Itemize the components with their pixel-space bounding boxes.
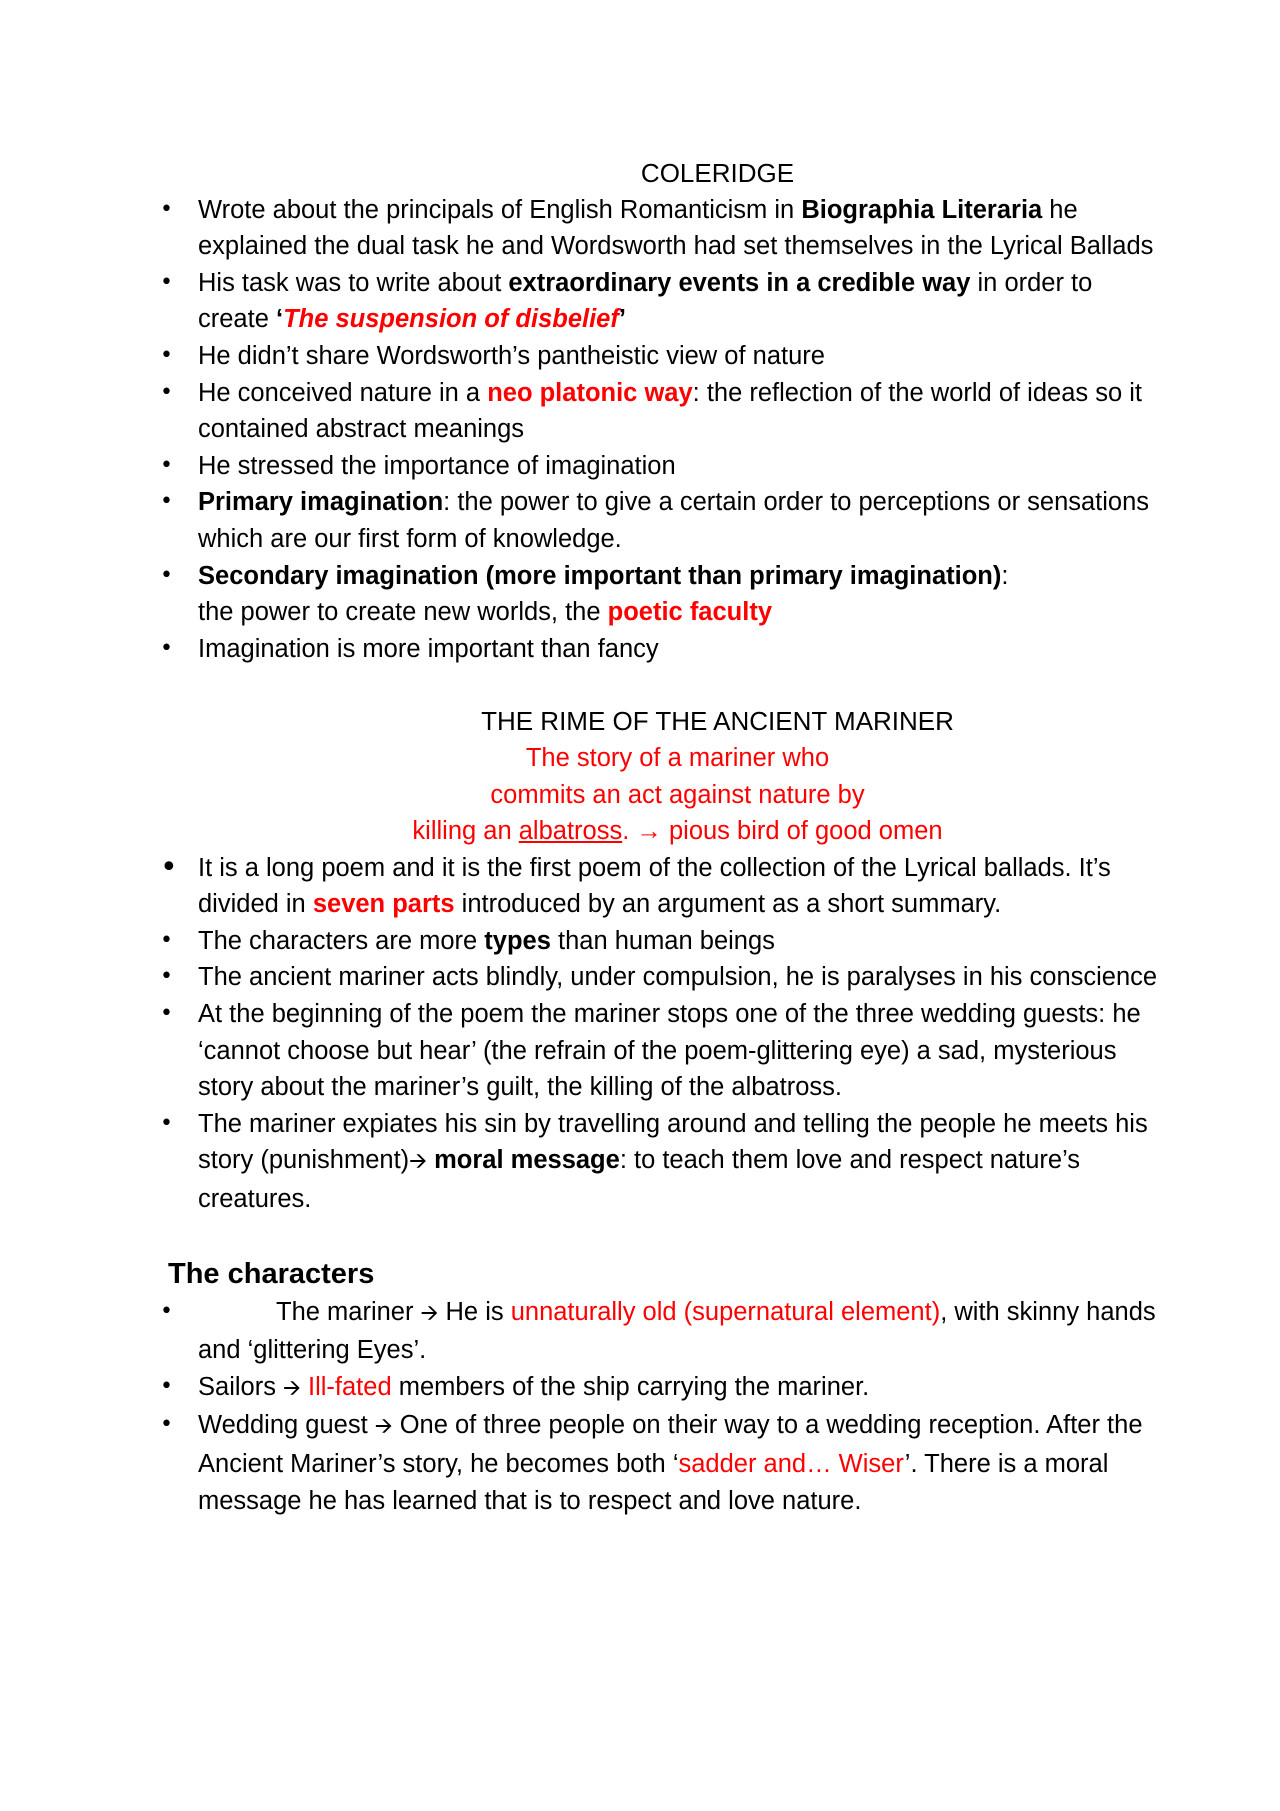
red-highlight: Ill-fated: [308, 1372, 392, 1401]
characters-bullet-list: [0, 1294, 1280, 1520]
bold-text: moral message: [427, 1146, 620, 1175]
underlined-word: albatross: [518, 817, 623, 846]
list-item: • Secondary imagination (more important than primary imagination): the power to create new worlds, the poetic faculty: [0, 558, 1280, 631]
red-highlight: seven parts: [312, 890, 455, 919]
list-item: • The mariner expiates his sin by travelling around and telling the people he meets his story (punishment)🡪 moral message: to teach them love and respect nature’s creatures.: [0, 1106, 1280, 1218]
arrow-right-icon: 🡪: [374, 1414, 393, 1440]
mariner-summary-line-3: killing an albatross. → pious bird of good omen: [412, 817, 943, 846]
red-highlight: The suspension of disbelief: [283, 305, 619, 334]
bold-text: Biographia Literaria: [801, 195, 1043, 224]
mariner-summary-line-1: The story of a mariner who: [525, 743, 830, 772]
mariner-summary-line-2: commits an act against nature by: [490, 780, 865, 809]
red-highlight: poetic faculty: [607, 598, 773, 627]
red-highlight: unnaturally old (supernatural element): [510, 1297, 941, 1326]
characters-heading: The characters: [168, 1257, 375, 1290]
list-item: • Imagination is more important than fancy: [0, 631, 1280, 668]
arrow-right-icon: 🡪: [283, 1375, 301, 1401]
list-item: • Primary imagination: the power to give a certain order to perceptions or sensations which are our first form of knowledge.: [0, 484, 1280, 557]
arrow-right-icon: 🡪: [409, 1149, 428, 1175]
bold-text: extraordinary events in a credible way: [508, 268, 971, 297]
coleridge-bullet-list: [0, 192, 1280, 668]
bold-text: types: [484, 926, 551, 955]
bold-text: Secondary imagination (more important than primary imagination): [198, 561, 1002, 590]
red-highlight: neo platonic way: [487, 378, 693, 407]
list-item: • It is a long poem and it is the first poem of the collection of the Lyrical ballads. It’s divided in seven parts introduced by an argument as a short summary.: [0, 850, 1280, 923]
list-item: • He conceived nature in a neo platonic way: the reflection of the world of ideas so it contained abstract meanings: [0, 375, 1280, 448]
coleridge-title: COLERIDGE: [640, 158, 795, 188]
list-item: • The mariner 🡪 He is unnaturally old (supernatural element), with skinny hands and ‘glittering Eyes’.: [0, 1294, 1280, 1369]
list-item: • At the beginning of the poem the mariner stops one of the three wedding guests: he ‘cannot choose but hear’ (the refrain of the poem-glittering eye) a sad, mysterious story about the mariner’s guilt, the killing of the albatross.: [0, 996, 1280, 1106]
bold-text: Primary imagination: [198, 488, 444, 517]
list-item: • Sailors 🡪 Ill-fated members of the ship carrying the mariner.: [0, 1369, 1280, 1408]
arrow-right-icon: 🡪: [420, 1300, 439, 1326]
list-item: • Wedding guest 🡪 One of three people on their way to a wedding reception. After the Ancient Mariner’s story, he becomes both ‘sadder and… Wiser’. There is a moral message he has learned that is to respect and love nature.: [0, 1407, 1280, 1519]
list-item: • He didn’t share Wordsworth’s pantheistic view of nature: [0, 338, 1280, 375]
document-content: [0, 155, 1280, 1519]
list-item: • He stressed the importance of imagination: [0, 448, 1280, 485]
list-item: • Wrote about the principals of English Romanticism in Biographia Literaria he explained the dual task he and Wordsworth had set themselves in the Lyrical Ballads: [0, 192, 1280, 265]
mariner-bullet-list: [0, 850, 1280, 1218]
list-item: • The characters are more types than human beings: [0, 923, 1280, 960]
list-item: • The ancient mariner acts blindly, under compulsion, he is paralyses in his conscience: [0, 959, 1280, 996]
mariner-title: THE RIME OF THE ANCIENT MARINER: [481, 706, 954, 737]
list-item: • His task was to write about extraordinary events in a credible way in order to create ‘The suspension of disbelief’: [0, 265, 1280, 338]
red-highlight: sadder and… Wiser: [678, 1450, 905, 1478]
